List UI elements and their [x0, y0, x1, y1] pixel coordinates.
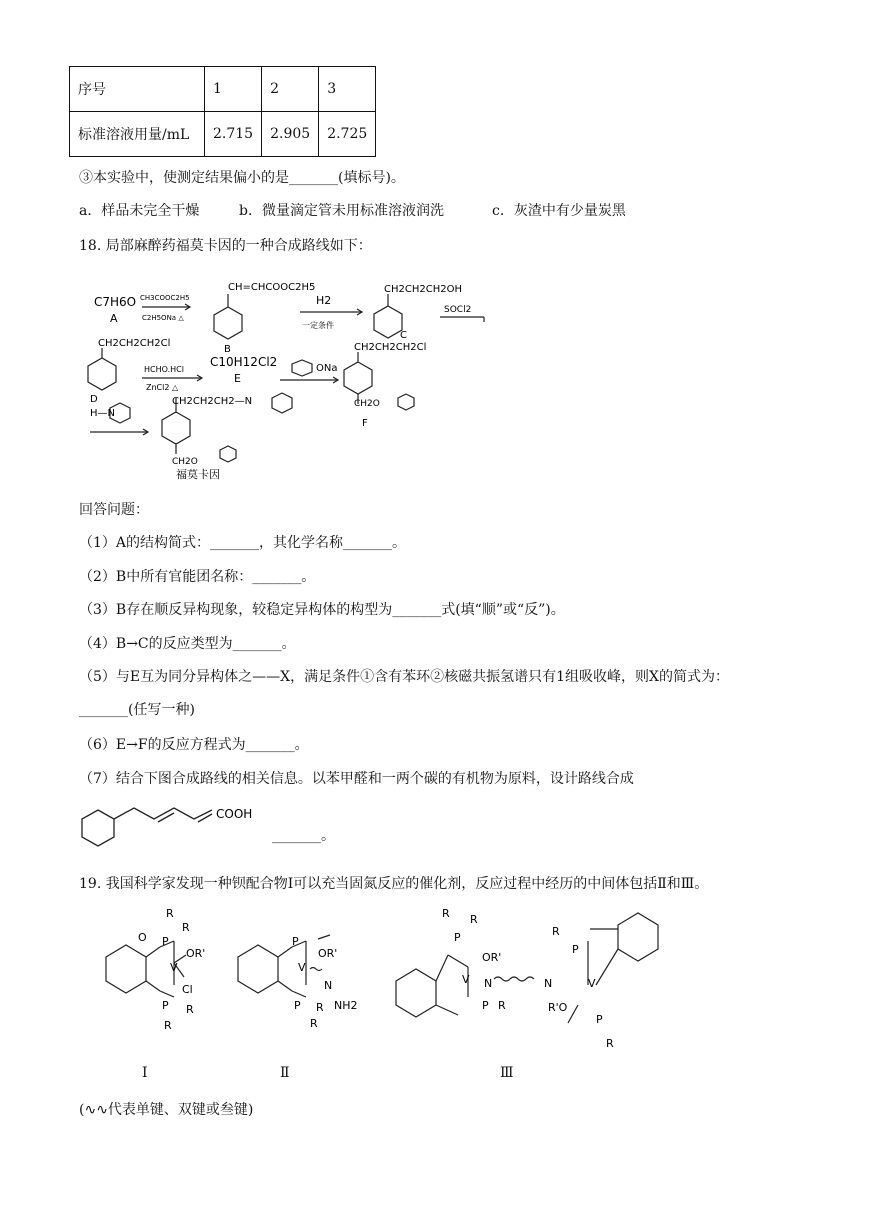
question-4: （4）B→C的反应类型为_______。	[79, 636, 296, 652]
question-1: （1）A的结构简式：_______，其化学名称_______。	[79, 535, 407, 551]
question-17-3: ③本实验中，使测定结果偏小的是_______(填标号)。	[79, 170, 405, 186]
svg-text:R'O: R'O	[548, 1001, 568, 1014]
table-col: 3	[319, 67, 376, 112]
svg-text:P: P	[454, 931, 461, 944]
svg-text:N: N	[544, 977, 553, 990]
question-6: （6）E→F的反应方程式为_______。	[79, 737, 309, 753]
svg-text:OR': OR'	[186, 947, 206, 960]
F-label: F	[362, 418, 368, 429]
F-chain: CH2CH2CH2Cl	[354, 342, 427, 353]
step5-reagent: ONa	[316, 363, 338, 374]
svg-text:V: V	[462, 973, 470, 986]
svg-text:OR': OR'	[318, 947, 338, 960]
svg-text:OR': OR'	[482, 951, 502, 964]
svg-text:R: R	[498, 999, 506, 1012]
question-7: （7）结合下图合成路线的相关信息。以苯甲醛和一两个碳的有机物为原料，设计路线合成	[79, 771, 634, 787]
target-molecule	[76, 800, 276, 860]
table-cell: 2.905	[262, 112, 319, 157]
svg-text:R: R	[470, 913, 478, 926]
svg-text:NH2: NH2	[334, 999, 358, 1012]
step3-reagent: SOCl2	[444, 305, 472, 315]
svg-text:P: P	[482, 999, 489, 1012]
C-chain: CH2CH2CH2OH	[384, 284, 462, 295]
svg-text:N: N	[484, 977, 493, 990]
F-substituent: CH2O	[354, 399, 380, 409]
target-acid-group: COOH	[216, 807, 253, 821]
svg-text:R: R	[606, 1037, 614, 1050]
table-row	[70, 112, 376, 157]
svg-text:R: R	[552, 925, 560, 938]
step4-reagent-bottom: ZnCl2 △	[146, 383, 179, 392]
C-label: C	[400, 330, 407, 341]
table-col: 1	[205, 67, 262, 112]
table-cell: 2.725	[319, 112, 376, 157]
step1-reagent-bottom: C2H5ONa △	[142, 314, 184, 322]
svg-text:P: P	[162, 935, 169, 948]
svg-text:R: R	[166, 907, 174, 920]
svg-text:P: P	[162, 999, 169, 1012]
svg-text:P: P	[596, 1013, 603, 1026]
svg-text:V: V	[588, 977, 596, 990]
svg-text:R: R	[442, 907, 450, 920]
step2-reagent-bottom: 一定条件	[302, 321, 334, 330]
answer-heading: 回答问题：	[79, 502, 149, 518]
D-chain: CH2CH2CH2Cl	[98, 338, 171, 349]
A-label: A	[110, 312, 118, 325]
D-label: D	[90, 394, 98, 405]
svg-text:R: R	[164, 1019, 172, 1032]
svg-text:V: V	[298, 961, 306, 974]
A-formula: C7H6O	[94, 295, 137, 309]
svg-text:R: R	[182, 921, 190, 934]
step2-reagent-top: H2	[316, 294, 332, 307]
synthesis-scheme	[80, 270, 500, 485]
svg-text:R: R	[310, 1017, 318, 1030]
question-3: （3）B存在顺反异构现象，较稳定异构体的构型为_______式(填“顺”或“反”)。	[79, 602, 565, 618]
product-chain: CH2CH2CH2—N	[172, 396, 253, 407]
svg-text:P: P	[292, 935, 299, 948]
complex-III-label-text: Ⅲ	[500, 1065, 514, 1081]
table-col: 2	[262, 67, 319, 112]
svg-text:V: V	[170, 961, 178, 974]
product-label: 福莫卡因	[176, 468, 220, 481]
question-19-title: 19. 我国科学家发现一种钡配合物Ⅰ可以充当固氮反应的催化剂，反应过程中经历的中间体包括Ⅱ和Ⅲ。	[79, 876, 709, 892]
svg-text:Cl: Cl	[182, 983, 193, 996]
B-chain: CH=CHCOOC2H5	[228, 282, 316, 293]
table-row-label: 标准溶液用量/mL	[70, 112, 205, 157]
svg-text:N: N	[324, 979, 333, 992]
E-label: E	[234, 372, 241, 385]
option-c: c．灰渣中有少量炭黑	[492, 203, 626, 219]
svg-text:P: P	[572, 943, 579, 956]
step4-reagent-top: HCHO.HCl	[144, 365, 184, 374]
question-7-blank: _______。	[272, 828, 335, 844]
question-2: （2）B中所有官能团名称：_______。	[79, 569, 316, 585]
svg-text:O: O	[138, 931, 147, 944]
option-b: b．微量滴定管未用标准溶液润洗	[239, 203, 444, 219]
table-cell: 2.715	[205, 112, 262, 157]
product-substituent: CH2O	[172, 457, 198, 467]
question-5: （5）与E互为同分异构体之——X，满足条件①含有苯环②核磁共振氢谱只有1组吸收峰，则X的简式为：	[79, 669, 729, 685]
step6-reagent: H—N	[90, 408, 115, 419]
table-header-label: 序号	[70, 67, 205, 112]
complex-I-label-text: Ⅰ	[142, 1065, 148, 1081]
svg-text:P: P	[294, 999, 301, 1012]
E-formula: C10H12Cl2	[210, 355, 278, 369]
complex-structures	[78, 905, 678, 1055]
question-18-title: 18. 局部麻醉药福莫卡因的一种合成路线如下：	[79, 238, 372, 254]
step1-reagent-top: CH3COOC2H5	[140, 294, 190, 302]
svg-text:R: R	[186, 1003, 194, 1016]
titration-table	[69, 66, 376, 157]
svg-text:R: R	[316, 1001, 324, 1014]
complex-II-label-text: Ⅱ	[280, 1065, 290, 1081]
option-a: a．样品未完全干燥	[79, 203, 200, 219]
question-5-blank: _______(任写一种)	[79, 702, 195, 718]
B-label: B	[224, 344, 231, 355]
table-row	[70, 67, 376, 112]
footnote: (∿∿代表单键、双键或叁键)	[79, 1102, 254, 1118]
